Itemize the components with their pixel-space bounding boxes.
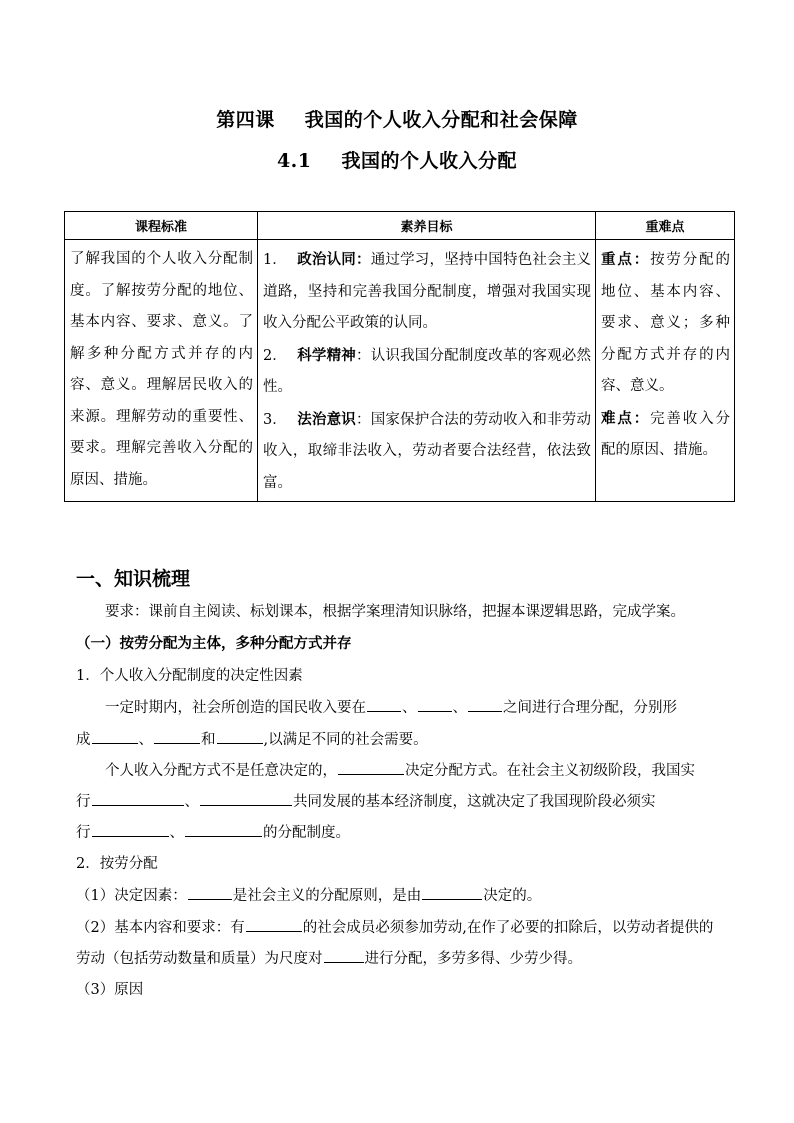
fill-blank[interactable] (217, 729, 263, 744)
fill-blank[interactable] (468, 697, 502, 712)
fill-blank[interactable] (246, 917, 302, 932)
fill-blank[interactable] (338, 760, 404, 775)
fill-blank[interactable] (418, 697, 452, 712)
fill-blank[interactable] (200, 791, 292, 806)
paragraph-line: 一定时期内，社会所创造的国民收入要在 、 、 之间进行合理分配，分别形 (76, 697, 755, 718)
key-points-label: 重点 (601, 251, 634, 268)
question-line: 劳动（包括劳动数量和质量）为尺度对 进行分配，多劳多得、少劳少得。 (76, 948, 726, 969)
fill-blank[interactable] (92, 822, 169, 837)
fill-blank[interactable] (367, 697, 401, 712)
fill-blank[interactable] (188, 885, 232, 900)
paragraph-line: 个人收入分配方式不是任意决定的， 决定分配方式。在社会主义初级阶段，我国实 (76, 760, 755, 781)
course-standard-cell: 了解我国的个人收入分配制度。了解按劳分配的地位、基本内容、要求、意义。了解多种分配方式并存的内容、意义。理解居民收入的来源。理解劳动的重要性、要求。理解完善收入分配的原因、措施。 (65, 240, 258, 502)
header-literacy-goals: 素养目标 (258, 212, 596, 240)
fill-blank[interactable] (92, 729, 138, 744)
difficult-label: 难点 (601, 409, 634, 427)
table-header-row (65, 212, 735, 240)
paragraph-line: 行 、 共同发展的基本经济制度，这就决定了我国现阶段必须实 (76, 791, 726, 812)
lesson-label: 第四课 (216, 109, 275, 131)
goal-item: 1． 政治认同：通过学习，坚持中国特色社会主义道路，坚持和完善我国分配制度，增强对我国实现收入分配公平政策的认同。 (263, 251, 592, 331)
key-points-text: 按劳分配的地位、基本内容、要求、意义；多种分配方式并存的内容、意义。 (601, 252, 731, 394)
item2-title: 2．按劳分配 (76, 856, 158, 872)
fill-blank[interactable] (185, 822, 262, 837)
header-course-standard: 课程标准 (65, 212, 258, 240)
lesson-title-text: 我国的个人收入分配和社会保障 (304, 109, 578, 131)
section-title-text: 我国的个人收入分配 (341, 150, 518, 172)
subsection-title: （一）按劳分配为主体，多种分配方式并存 (76, 635, 352, 652)
difficult-text: 完善收入分配的原因、措施。 (601, 410, 731, 458)
fill-blank[interactable] (92, 791, 184, 806)
section-title (0, 146, 794, 173)
standards-table (64, 211, 735, 502)
question-line: （1）决定因素： 是社会主义的分配原则，是由 决定的。 (76, 885, 726, 906)
requirement-text: 要求：课前自主阅读、标划课本，根据学案理清知识脉络，把握本课逻辑思路，完成学案。 (105, 604, 685, 620)
paragraph-line: 行 、 的分配制度。 (76, 822, 726, 843)
key-points-cell: 重点：按劳分配的地位、基本内容、要求、意义；多种分配方式并存的内容、意义。 难点：完善收入分配的原因、措施。 (596, 240, 735, 502)
table-body-row (65, 240, 735, 502)
paragraph-line: 成 、 和 ,以满足不同的社会需要。 (76, 729, 726, 750)
lesson-title (0, 105, 794, 132)
goal-item: 2． 科学精神：认识我国分配制度改革的客观必然性。 (263, 346, 592, 395)
question-line: （3）原因 (76, 982, 144, 998)
fill-blank[interactable] (154, 729, 200, 744)
fill-blank[interactable] (324, 948, 364, 963)
section-heading: 一、知识梳理 (76, 568, 191, 590)
question-line: （2）基本内容和要求：有 的社会成员必须参加劳动,在作了必要的扣除后，以劳动者提供的 (76, 917, 726, 938)
goal-item: 3． 法治意识：国家保护合法的劳动收入和非劳动收入，取缔非法收入，劳动者要合法经营，依法致富。 (263, 410, 592, 491)
header-key-points: 重难点 (596, 212, 735, 240)
item1-title: 1．个人收入分配制度的决定性因素 (76, 668, 303, 684)
literacy-goals-cell (258, 240, 596, 502)
fill-blank[interactable] (422, 885, 482, 900)
section-number: 4.1 (276, 150, 312, 172)
